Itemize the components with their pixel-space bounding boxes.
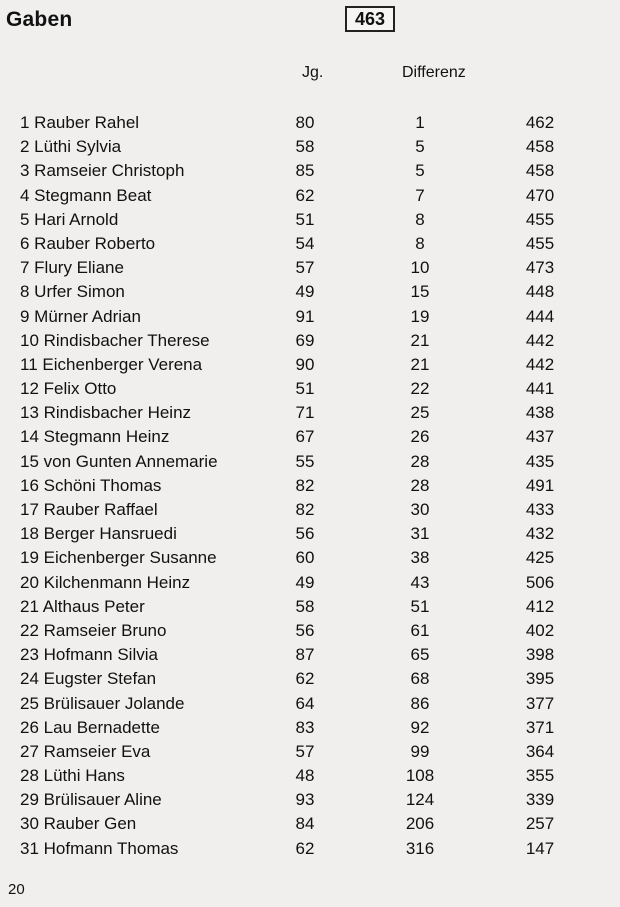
total-cell: 257	[525, 814, 555, 834]
difference-cell: 19	[410, 306, 430, 326]
table-row	[0, 498, 620, 522]
difference-cell: 61	[410, 620, 430, 640]
participant-name: 12 Felix Otto	[20, 379, 117, 399]
table-row	[0, 256, 620, 280]
participant-name: 9 Mürner Adrian	[20, 306, 141, 326]
birth-year-cell: 62	[295, 669, 315, 689]
birth-year-cell: 90	[295, 354, 315, 374]
total-cell: 441	[525, 379, 555, 399]
table-row	[0, 667, 620, 691]
total-cell: 448	[525, 282, 555, 302]
difference-cell: 21	[410, 330, 430, 350]
birth-year-cell: 84	[295, 814, 315, 834]
birth-year-cell: 80	[295, 113, 315, 132]
birth-year-cell: 91	[295, 306, 315, 326]
participant-name: 22 Ramseier Bruno	[20, 620, 167, 640]
participant-name: 4 Stegmann Beat	[20, 185, 152, 205]
total-cell: 473	[525, 258, 555, 278]
difference-cell: 206	[405, 814, 435, 834]
participant-name: 25 Brülisauer Jolande	[20, 693, 185, 713]
participant-name: 29 Brülisauer Aline	[20, 790, 162, 810]
birth-year-cell: 62	[295, 838, 315, 858]
participant-name: 21 Althaus Peter	[20, 596, 145, 616]
birth-year-cell: 85	[295, 161, 315, 181]
total-cell: 398	[525, 645, 555, 665]
birth-year-cell: 62	[295, 185, 315, 205]
difference-cell: 31	[410, 524, 430, 544]
table-row	[0, 837, 620, 861]
table-row	[0, 208, 620, 232]
birth-year-cell: 64	[295, 693, 315, 713]
table-row	[0, 111, 620, 135]
column-header-jg: Jg.	[302, 64, 324, 81]
difference-cell: 51	[410, 596, 430, 616]
birth-year-cell: 57	[295, 741, 315, 761]
table-row	[0, 788, 620, 812]
difference-cell: 30	[410, 500, 430, 519]
participant-name: 18 Berger Hansruedi	[20, 524, 177, 544]
birth-year-cell: 51	[295, 209, 315, 229]
total-cell: 458	[525, 161, 555, 181]
table-row	[0, 522, 620, 546]
total-cell: 425	[525, 548, 555, 568]
birth-year-cell: 56	[295, 620, 315, 640]
participant-name: 27 Ramseier Eva	[20, 741, 151, 761]
total-cell: 371	[525, 717, 555, 737]
total-cell: 444	[525, 306, 555, 326]
birth-year-cell: 58	[295, 596, 315, 616]
difference-cell: 108	[405, 766, 435, 786]
page-number: 20	[8, 881, 25, 898]
birth-year-cell: 82	[295, 475, 315, 495]
birth-year-cell: 58	[295, 137, 315, 157]
table-row	[0, 450, 620, 474]
birth-year-cell: 56	[295, 524, 315, 544]
participant-name: 11 Eichenberger Verena	[20, 354, 203, 374]
table-row	[0, 812, 620, 836]
participant-name: 6 Rauber Roberto	[20, 233, 156, 253]
total-cell: 355	[525, 766, 555, 786]
participant-name: 5 Hari Arnold	[20, 209, 119, 229]
participant-name: 2 Lüthi Sylvia	[20, 137, 122, 157]
total-cell: 432	[525, 524, 555, 544]
total-cell: 455	[525, 233, 555, 253]
total-cell: 377	[525, 693, 555, 713]
birth-year-cell: 49	[295, 282, 315, 302]
section-title: Gaben	[6, 8, 73, 31]
participant-name: 15 von Gunten Annemarie	[20, 451, 218, 471]
participant-name: 19 Eichenberger Susanne	[20, 548, 217, 568]
birth-year-cell: 55	[295, 451, 315, 471]
table-row	[0, 305, 620, 329]
table-row	[0, 280, 620, 304]
difference-cell: 22	[410, 379, 430, 399]
difference-cell: 28	[410, 475, 430, 495]
difference-cell: 26	[410, 427, 430, 447]
table-row	[0, 401, 620, 425]
table-row	[0, 135, 620, 159]
table-row	[0, 546, 620, 570]
table-row	[0, 716, 620, 740]
participant-name: 26 Lau Bernadette	[20, 717, 160, 737]
difference-cell: 10	[410, 258, 430, 278]
birth-year-cell: 51	[295, 379, 315, 399]
difference-cell: 68	[410, 669, 430, 689]
difference-cell: 5	[415, 137, 425, 157]
difference-cell: 25	[410, 403, 430, 423]
table-row	[0, 692, 620, 716]
column-header-differenz: Differenz	[402, 64, 466, 81]
difference-cell: 124	[405, 790, 435, 810]
total-cell: 491	[525, 475, 555, 495]
participant-name: 23 Hofmann Silvia	[20, 645, 158, 665]
participant-name: 30 Rauber Gen	[20, 814, 137, 834]
table-row	[0, 329, 620, 353]
table-row	[0, 740, 620, 764]
birth-year-cell: 67	[295, 427, 315, 447]
table-row	[0, 764, 620, 788]
birth-year-cell: 87	[295, 645, 315, 665]
participant-name: 1 Rauber Rahel	[20, 113, 140, 132]
birth-year-cell: 82	[295, 500, 315, 519]
difference-cell: 86	[410, 693, 430, 713]
difference-cell: 38	[410, 548, 430, 568]
difference-cell: 99	[410, 741, 430, 761]
birth-year-cell: 93	[295, 790, 315, 810]
table-row	[0, 643, 620, 667]
participant-name: 8 Urfer Simon	[20, 282, 125, 302]
total-cell: 455	[525, 209, 555, 229]
birth-year-cell: 60	[295, 548, 315, 568]
difference-cell: 65	[410, 645, 430, 665]
difference-cell: 5	[415, 161, 425, 181]
participant-name: 10 Rindisbacher Therese	[20, 330, 210, 350]
total-cell: 442	[525, 354, 555, 374]
difference-cell: 21	[410, 354, 430, 374]
total-cell: 437	[525, 427, 555, 447]
birth-year-cell: 69	[295, 330, 315, 350]
difference-cell: 92	[410, 717, 430, 737]
total-cell: 402	[525, 620, 555, 640]
participant-name: 20 Kilchenmann Heinz	[20, 572, 191, 592]
total-cell: 433	[525, 500, 555, 519]
difference-cell: 316	[405, 838, 435, 858]
difference-cell: 28	[410, 451, 430, 471]
difference-cell: 7	[415, 185, 425, 205]
birth-year-cell: 57	[295, 258, 315, 278]
total-cell: 147	[525, 838, 555, 858]
birth-year-cell: 83	[295, 717, 315, 737]
total-cell: 470	[525, 185, 555, 205]
total-cell: 462	[525, 113, 555, 132]
total-cell: 364	[525, 741, 555, 761]
total-cell: 339	[525, 790, 555, 810]
difference-cell: 43	[410, 572, 430, 592]
difference-cell: 1	[415, 113, 425, 132]
table-row	[0, 425, 620, 449]
birth-year-cell: 49	[295, 572, 315, 592]
difference-cell: 8	[415, 233, 425, 253]
participant-name: 31 Hofmann Thomas	[20, 838, 179, 858]
total-cell: 435	[525, 451, 555, 471]
participant-name: 13 Rindisbacher Heinz	[20, 403, 192, 423]
participant-name: 3 Ramseier Christoph	[20, 161, 185, 181]
birth-year-cell: 48	[295, 766, 315, 786]
difference-cell: 8	[415, 209, 425, 229]
participant-name: 14 Stegmann Heinz	[20, 427, 170, 447]
table-row	[0, 377, 620, 401]
participant-name: 17 Rauber Raffael	[20, 500, 158, 519]
total-cell: 438	[525, 403, 555, 423]
birth-year-cell: 71	[295, 403, 315, 423]
table-row	[0, 619, 620, 643]
total-cell: 442	[525, 330, 555, 350]
page-number-box: 463	[345, 6, 395, 32]
total-cell: 412	[525, 596, 555, 616]
table-row	[0, 571, 620, 595]
table-row	[0, 595, 620, 619]
total-cell: 395	[525, 669, 555, 689]
table-row	[0, 474, 620, 498]
difference-cell: 15	[410, 282, 430, 302]
birth-year-cell: 54	[295, 233, 315, 253]
participant-name: 24 Eugster Stefan	[20, 669, 157, 689]
table-row	[0, 353, 620, 377]
table-row	[0, 232, 620, 256]
total-cell: 458	[525, 137, 555, 157]
participant-name: 16 Schöni Thomas	[20, 475, 162, 495]
table-row	[0, 159, 620, 183]
participant-name: 7 Flury Eliane	[20, 258, 124, 278]
participant-name: 28 Lüthi Hans	[20, 766, 125, 786]
results-table	[0, 111, 620, 861]
table-row	[0, 184, 620, 208]
total-cell: 506	[525, 572, 555, 592]
